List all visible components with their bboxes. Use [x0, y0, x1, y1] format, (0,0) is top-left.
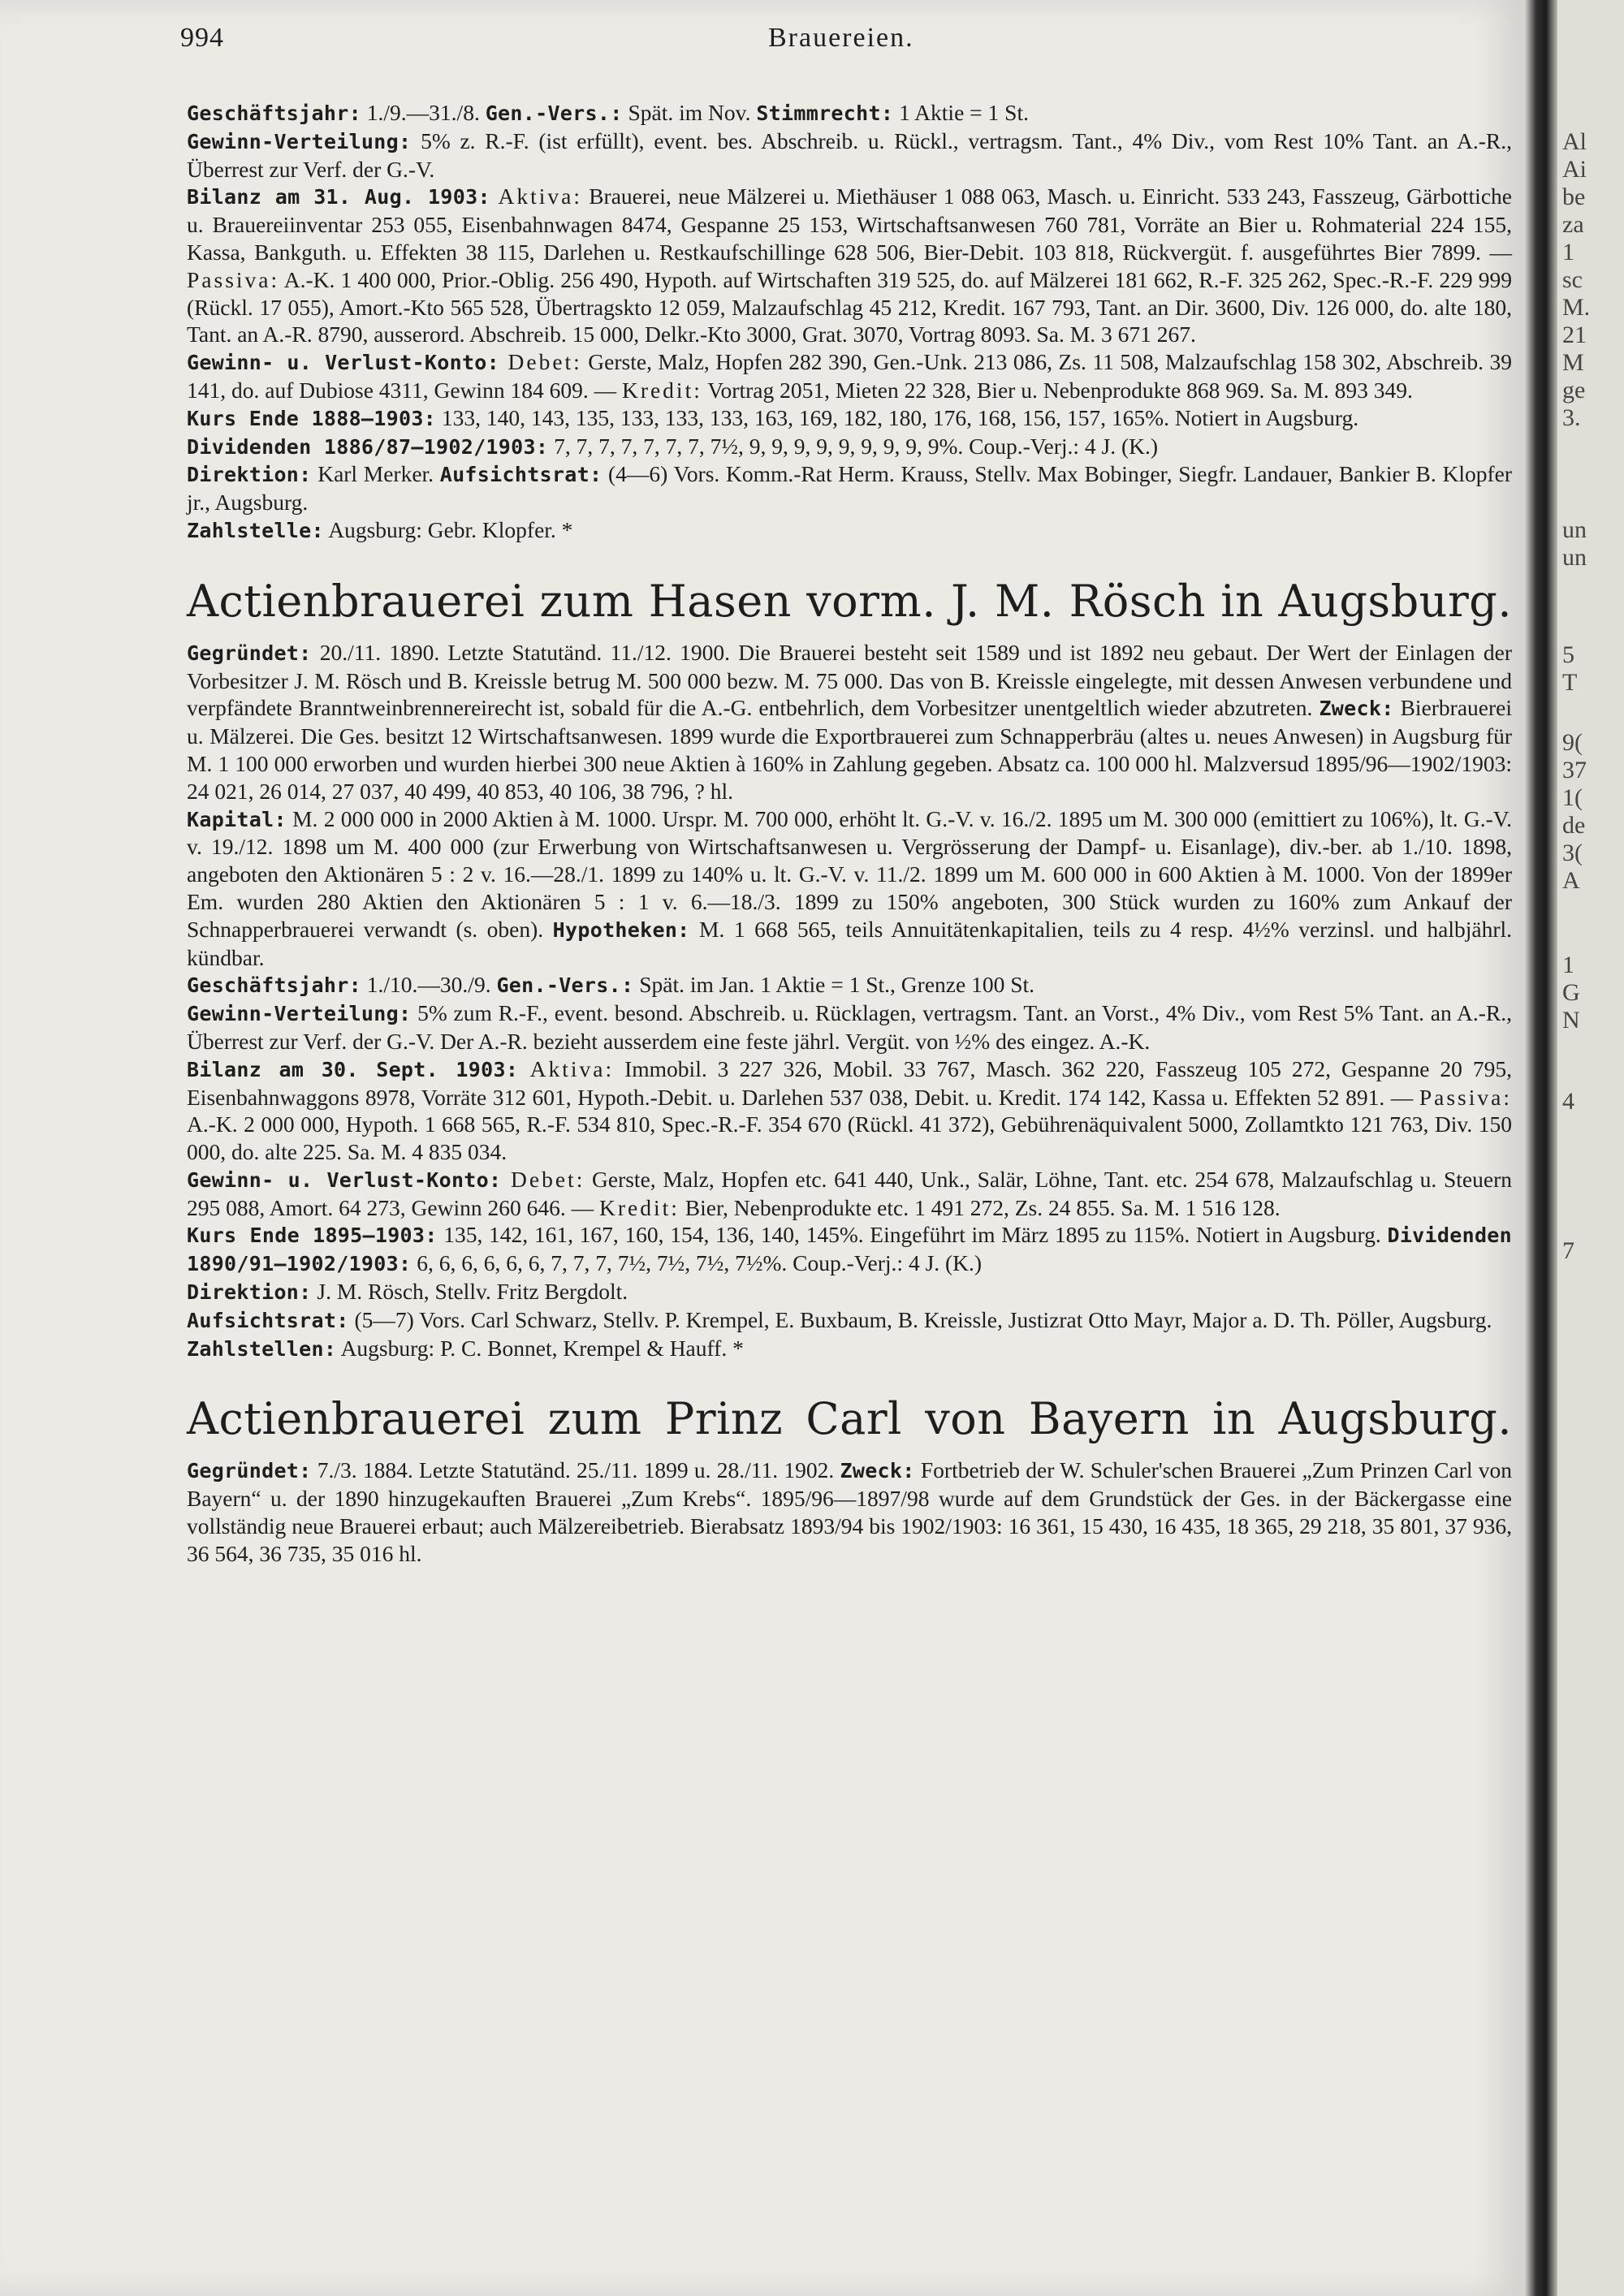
adjacent-page-fragment: Ai — [1562, 156, 1587, 183]
adjacent-page-fragment: N — [1562, 1007, 1580, 1034]
page-number: 994 — [180, 23, 224, 53]
adjacent-page-fragment: sc — [1562, 266, 1583, 293]
field-text: A.-K. 2 000 000, Hypoth. 1 668 565, R.-F. 534 810, Spec.-R.-F. 354 670 (Rückl. 41 372), Gebührenäquivalent 5000, Zollamtkto 121 763, Div. 150 000, do. alte 225. Sa. M. 4 835 034. — [187, 1111, 1512, 1165]
field-label: Kurs Ende 1895—1903: — [187, 1224, 438, 1248]
founding-info — [187, 639, 1512, 805]
field-text: 133, 140, 143, 135, 133, 133, 133, 163, 169, 182, 180, 176, 168, 156, 157, 165%. Notiert in Augsburg. — [436, 404, 1359, 430]
adjacent-page-fragment: A — [1562, 867, 1580, 894]
field-label: Geschäftsjahr: — [187, 973, 361, 998]
field-label: Geschäftsjahr: — [187, 101, 361, 125]
field-label: Kurs Ende 1888—1903: — [187, 406, 437, 430]
share-price — [187, 1221, 1512, 1278]
adjacent-page-fragment: 9( — [1562, 729, 1583, 756]
adjacent-page-edge — [1557, 0, 1624, 2296]
field-text: 6, 6, 6, 6, 6, 6, 7, 7, 7, 7½, 7½, 7½, 7½%. Coup.-Verj.: 4 J. (K.) — [411, 1250, 983, 1276]
field-label: Direktion: — [187, 463, 312, 487]
field-label: Hypotheken: — [552, 917, 690, 942]
company-title: Actienbrauerei zum Prinz Carl von Bayern in Augsburg. — [187, 1393, 1512, 1445]
field-text: Gerste, Malz, Hopfen 282 390, Gen.-Unk. 213 086, Zs. 11 508, Malzaufschlag 158 302, Abschreib. 39 141, do. auf Dubiose 4311, Gewinn 184 609. — — [187, 349, 1512, 403]
field-text: 135, 142, 161, 167, 160, 154, 136, 140, 145%. Eingeführt im März 1895 zu 115%. Notiert in Augsburg. — [437, 1222, 1388, 1248]
field-label: Zweck: — [1319, 697, 1394, 721]
field-text: Immobil. 3 227 326, Mobil. 33 767, Masch. 362 220, Fasszeug 105 272, Gespanne 20 795, Eisenbahnwaggons 8978, Vorräte 312 601, Hypoth.-Debit. u. Darlehen 537 038, Debit. u. Kredit. 174 142, Kassa u. Effekten 52 891. — — [187, 1055, 1512, 1110]
assets-label: Aktiva: — [490, 183, 582, 209]
field-text: M. 1 668 565, teils Annuitätenkapitalien, teils zu 4 resp. 4½% verzinsl. und halbjährl. kündbar. — [187, 916, 1513, 970]
field-text: M. 2 000 000 in 2000 Aktien à M. 1000. Urspr. M. 700 000, erhöht lt. G.-V. v. 16./2. 1895 um M. 300 000 (emittiert zu 106%), lt. G.-V. v. 19./12. 1898 um M. 400 000 (zur Erwerbung von Wirtschaftsanwesen u. Vergrösserung der Dampf- u. Eisanlage), div.-ber. ab 1./10. 1898, angeboten den Aktionären 5 : 2 v. 16.—28./1. 1899 zu 140% u. lt. G.-V. v. 11./2. 1899 um M. 600 000 in 600 Aktien à M. 1000. Von der 1899er Em. wurden 280 Aktien den Aktionären 5 : 1 v. 6.—18./3. 1899 zu 150% angeboten, 300 Stück wurden zu 160% zum Ankauf der Schnapperbrauerei verwandt (s. oben). — [187, 805, 1512, 942]
company-title: Actienbrauerei zum Hasen vorm. J. M. Rösch in Augsburg. — [187, 575, 1512, 627]
adjacent-page-fragment: 3( — [1562, 839, 1583, 866]
management — [187, 1278, 1512, 1306]
field-label: Zahlstellen: — [187, 1336, 337, 1361]
paying-agent — [187, 1335, 1512, 1363]
adjacent-page-fragment: 7 — [1562, 1237, 1574, 1264]
running-title: Brauereien. — [768, 23, 914, 53]
field-label: Dividenden 1886/87—1902/1903: — [187, 434, 549, 459]
adjacent-page-fragment: M. — [1562, 294, 1591, 321]
field-label: Bilanz am 31. Aug. 1903: — [187, 185, 490, 209]
adjacent-page-fragment: de — [1562, 812, 1586, 839]
field-label: Gegründet: — [187, 641, 312, 665]
adjacent-page-fragment: T — [1562, 669, 1578, 696]
field-text: 1 Aktie = 1 St. — [893, 100, 1029, 125]
adjacent-page-fragment: Al — [1562, 128, 1587, 155]
field-label: Bilanz am 30. Sept. 1903: — [187, 1057, 519, 1081]
field-text: (4—6) Vors. Komm.-Rat Herm. Krauss, Stellv. Max Bobinger, Siegfr. Landauer, Bankier B. Klopfer jr., Augsburg. — [187, 461, 1512, 516]
book-gutter — [1525, 0, 1557, 2296]
field-label: Gen.-Vers.: — [496, 973, 634, 998]
adjacent-page-fragment: 37 — [1562, 757, 1587, 783]
field-label: Stimmrecht: — [756, 101, 894, 125]
field-text: Karl Merker. — [311, 461, 440, 487]
field-label: Gegründet: — [187, 1459, 312, 1483]
field-text: Augsburg: P. C. Bonnet, Krempel & Hauff. * — [336, 1335, 744, 1361]
founding-info — [187, 1457, 1512, 1567]
field-text: Fortbetrieb der W. Schuler'schen Brauerei „Zum Prinzen Carl von Bayern“ u. der 1890 hinzugekauften Brauerei „Zum Krebs“. 1895/96—1897/98 wurde auf dem Grundstück der Ges. in der Bäckergasse eine vollständig neue Brauerei erbaut; auch Mälzereibetrieb. Bierabsatz 1893/94 bis 1902/1903: 16 361, 15 430, 16 435, 18 365, 29 218, 35 801, 37 936, 36 564, 36 735, 35 016 hl. — [187, 1457, 1512, 1566]
capital-info — [187, 805, 1512, 972]
field-text: 20./11. 1890. Letzte Statutänd. 11./12. 1900. Die Brauerei besteht seit 1589 und ist 1892 neu gebaut. Der Wert der Einlagen der Vorbesitzer J. M. Rösch und B. Kreissle betrug M. 500 000 bezw. M. 75 000. Das von B. Kreissle eingelegte, mit dessen Anwesen verbundene und verpfändete Branntweinbrennereirecht ist, sobald für die A.-G. entbehrlich, dem Vorbesitzer unentgeltlich wieder abzutreten. — [187, 639, 1512, 721]
field-text: Augsburg: Gebr. Klopfer. * — [323, 516, 573, 542]
page-header — [180, 23, 1512, 60]
field-label: Aufsichtsrat: — [439, 463, 603, 487]
field-label: Direktion: — [187, 1280, 312, 1305]
share-price — [187, 404, 1512, 433]
assets-label: Aktiva: — [518, 1055, 615, 1081]
credit-label: Kredit: — [598, 1194, 680, 1220]
debit-label: Debet: — [501, 1166, 585, 1192]
adjacent-page-fragment: un — [1562, 516, 1587, 543]
entry-fiscal-line — [187, 971, 1512, 999]
profit-loss-account — [187, 348, 1512, 404]
adjacent-page-fragment: M — [1562, 349, 1584, 376]
profit-distribution — [187, 999, 1512, 1055]
adjacent-page-fragment: 1 — [1562, 239, 1574, 265]
field-text: A.-K. 1 400 000, Prior.-Oblig. 256 490, Hypoth. auf Wirtschaften 319 525, do. auf Mälzerei 181 662, R.-F. 325 262, Spec.-R.-F. 229 999 (Rückl. 17 055), Amort.-Kto 565 528, Übertragskto 12 059, Malzaufschlag 45 212, Kredit. 167 793, Tant. an Dir. 3600, Div. 126 000, do. alte 180, Tant. an A.-R. 8790, ausserord. Abschreib. 15 000, Delkr.-Kto 3000, Grat. 3070, Vortrag 8093. Sa. M. 3 671 267. — [187, 266, 1512, 347]
field-label: Aufsichtsrat: — [187, 1308, 349, 1332]
field-text: Bierbrauerei u. Mälzerei. Die Ges. besitzt 12 Wirtschaftsanwesen. 1899 wurde die Exportbrauerei zum Schnapperbräu (altes u. neues Anwesen) in Augsburg für M. 1 100 000 erworben und wurden hierbei 300 neue Aktien à 160% in Zahlung gegeben. Absatz ca. 100 000 hl. Malzversud 1895/96—1902/1903: 24 021, 26 014, 27 037, 40 499, 40 853, 40 106, 38 796, ? hl. — [187, 695, 1512, 804]
adjacent-page-fragment: za — [1562, 211, 1584, 238]
field-text: 1./10.—30./9. — [361, 972, 497, 998]
field-text: 7, 7, 7, 7, 7, 7, 7, 7½, 9, 9, 9, 9, 9, 9, 9, 9, 9%. Coup.-Verj.: 4 J. (K.) — [548, 433, 1159, 459]
adjacent-page-fragment: 4 — [1562, 1088, 1574, 1115]
field-label: Gen.-Vers.: — [485, 101, 623, 125]
balance-sheet — [187, 183, 1512, 348]
field-text: Brauerei, neue Mälzerei u. Miethäuser 1 088 063, Masch. u. Einricht. 533 243, Fasszeug, Gärbottiche u. Brauereiinventar 253 055, Eisenbahnwagen 8474, Gespanne 25 153, Wirtschaftsanwesen 760 781, Vorräte an Bier u. Rohmaterial 224 155, Kassa, Bankguth. u. Effekten 38 115, Darlehen u. Restkaufschillinge 628 506, Bier-Debit. 103 818, Rückvergüt. f. ausgeführtes Bier 7899. — — [187, 183, 1512, 265]
field-label: Zahlstelle: — [187, 518, 324, 542]
field-text: (5—7) Vors. Carl Schwarz, Stellv. P. Krempel, E. Buxbaum, B. Kreissle, Justizrat Otto Mayr, Major a. D. Th. Pöller, Augsburg. — [348, 1306, 1492, 1332]
management — [187, 460, 1512, 516]
entry-fiscal-line — [187, 99, 1512, 127]
field-text: Spät. im Jan. 1 Aktie = 1 St., Grenze 100 St. — [633, 972, 1034, 998]
liabilities-label: Passiva: — [187, 266, 280, 292]
field-label: Dividenden 1890/91—1902/1903: — [187, 1224, 1512, 1276]
adjacent-page-fragment: 1( — [1562, 784, 1583, 811]
field-text: Vortrag 2051, Mieten 22 328, Bier u. Nebenprodukte 868 969. Sa. M. 893 349. — [702, 377, 1413, 403]
credit-label: Kredit: — [621, 377, 702, 403]
page-content — [187, 99, 1512, 1568]
dividends — [187, 433, 1512, 461]
supervisory-board — [187, 1306, 1512, 1335]
field-text: 5% z. R.-F. (ist erfüllt), event. bes. Abschreib. u. Rückl., vertragsm. Tant., 4% Div., vom Rest 10% Tant. an A.-R., Überrest zur Verf. der G.-V. — [187, 127, 1512, 182]
field-label: Zweck: — [840, 1459, 915, 1483]
field-label: Gewinn-Verteilung: — [187, 129, 412, 153]
adjacent-page-fragment: 1 — [1562, 952, 1574, 978]
balance-sheet — [187, 1055, 1512, 1166]
field-label: Gewinn- u. Verlust-Konto: — [187, 351, 500, 375]
field-text: 7./3. 1884. Letzte Statutänd. 25./11. 1899 u. 28./11. 1902. — [311, 1457, 840, 1483]
profit-distribution — [187, 127, 1512, 183]
adjacent-page-fragment: ge — [1562, 377, 1586, 404]
adjacent-page-fragment: un — [1562, 544, 1587, 571]
field-label: Gewinn-Verteilung: — [187, 1002, 412, 1026]
debit-label: Debet: — [499, 349, 582, 375]
paying-agent — [187, 516, 1512, 545]
field-text: J. M. Rösch, Stellv. Fritz Bergdolt. — [311, 1279, 628, 1305]
field-label: Kapital: — [187, 807, 287, 831]
field-text: Bier, Nebenprodukte etc. 1 491 272, Zs. 24 855. Sa. M. 1 516 128. — [679, 1194, 1281, 1220]
adjacent-page-fragment: 3. — [1562, 404, 1581, 431]
profit-loss-account — [187, 1166, 1512, 1222]
adjacent-page-fragment: 21 — [1562, 322, 1587, 348]
adjacent-page-fragment: be — [1562, 183, 1586, 210]
field-label: Gewinn- u. Verlust-Konto: — [187, 1167, 502, 1192]
field-text: 5% zum R.-F., event. besond. Abschreib. u. Rücklagen, vertragsm. Tant. an Vorst., 4% Div., vom Rest 5% Tant. an A.-R., Überrest zur Verf. der G.-V. Der A.-R. bezieht ausserdem eine feste jährl. Vergüt. von ½% des eingez. A.-K. — [187, 1000, 1512, 1054]
field-text: Gerste, Malz, Hopfen etc. 641 440, Unk., Salär, Löhne, Tant. etc. 254 678, Malzaufschlag u. Steuern 295 088, Amort. 64 273, Gewinn 260 646. — — [187, 1166, 1512, 1220]
adjacent-page-fragment: 5 — [1562, 641, 1574, 668]
adjacent-page-fragment: G — [1562, 979, 1580, 1006]
field-text: 1./9.—31./8. — [361, 100, 486, 125]
liabilities-label: Passiva: — [1419, 1084, 1512, 1110]
field-text: Spät. im Nov. — [622, 100, 757, 125]
